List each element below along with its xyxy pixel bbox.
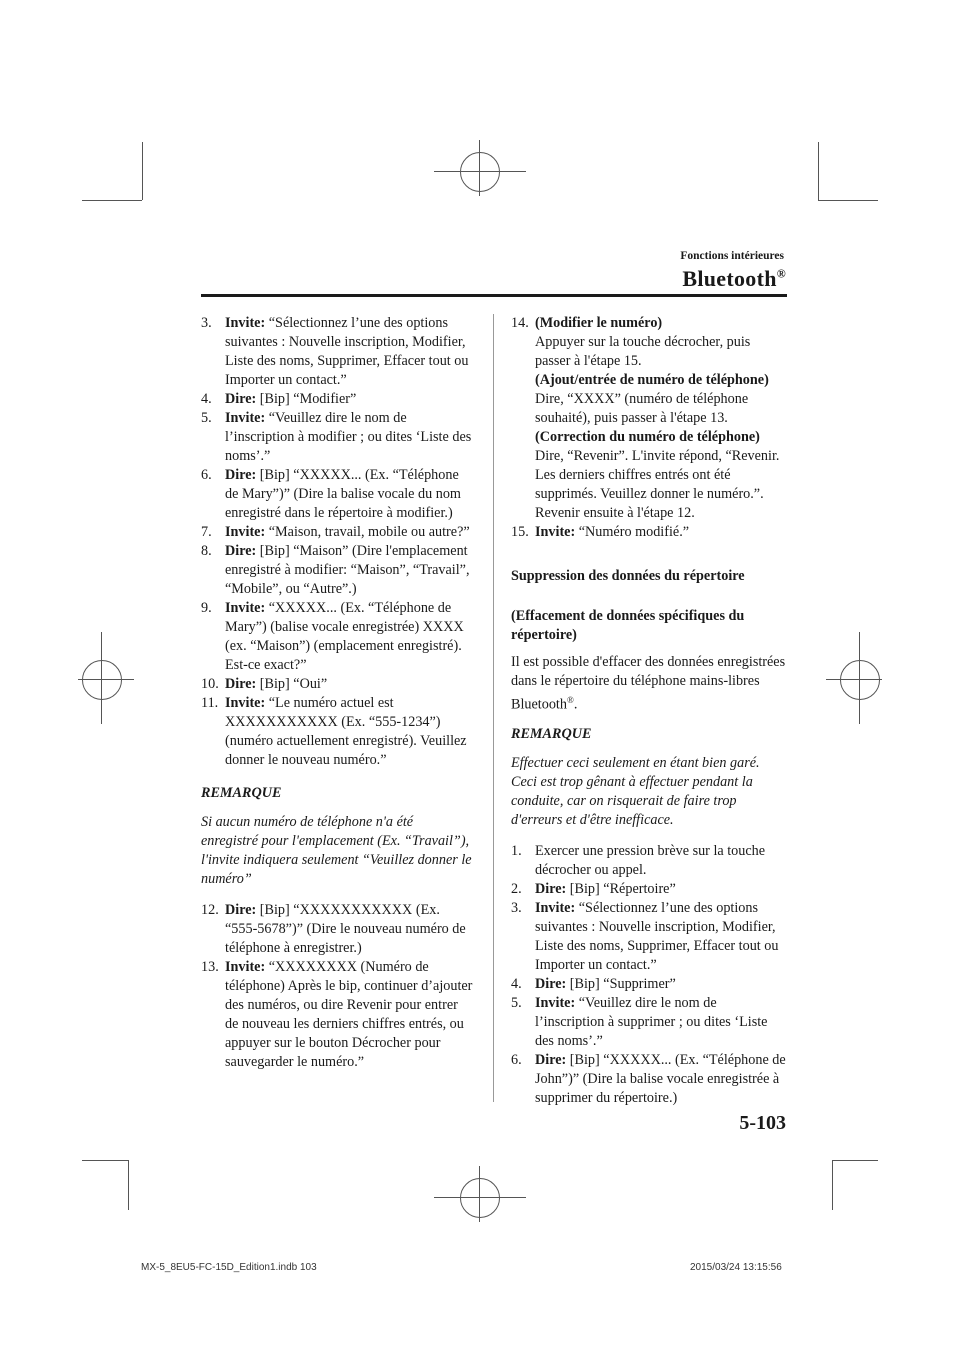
item-number: 5. [511, 994, 522, 1011]
note-title: REMARQUE [201, 785, 282, 801]
item-label: Invite: [225, 524, 266, 540]
item-label: Dire: [225, 543, 257, 559]
item-number: 12. [201, 902, 219, 918]
column-divider [493, 314, 494, 1102]
item-text: Exercer une pression brève sur la touche décrocher ou appel. [535, 842, 766, 878]
item-number: 4. [201, 391, 212, 407]
item-number: 6. [511, 1051, 522, 1068]
item-label: Invite: [535, 524, 576, 540]
item-text: [Bip] “Répertoire” [566, 880, 676, 897]
list-item [201, 390, 473, 409]
item-text: “XXXXX... (Ex. “Téléphone de Mary”) (balise vocale enregistrée) XXXX (ex. “Maison”) (emplacement enregistré). Est-ce exact?” [225, 600, 464, 673]
item-number: 7. [201, 524, 212, 540]
item-text: Dire, “Revenir”. L'invite répond, “Revenir. Les derniers chiffres entrés ont été supprimés. Veuillez donner le numéro.”. Revenir ensuite à l'étape 12. [535, 448, 780, 521]
item-number: 8. [201, 543, 212, 559]
section-heading: Suppression des données du répertoire [511, 568, 745, 584]
item-label: Dire: [225, 391, 257, 407]
list-item [511, 975, 787, 994]
item-number: 9. [201, 600, 212, 616]
item-text: “XXXXXXXX (Numéro de téléphone) Après le bip, continuer d’ajouter des numéros, ou dire Revenir pour entrer de nouveau les derniers chiffres entrés, ou appuyer sur le bouton Décrocher pour sauvegarder le numéro.” [225, 959, 473, 1070]
item-text: “Le numéro actuel est XXXXXXXXXXX (Ex. “555-1234”) (numéro actuellement enregistré). Veuillez donner le nouveau numéro.” [225, 695, 467, 768]
list-item [201, 466, 473, 523]
list-item [511, 880, 787, 899]
list-item [201, 409, 473, 466]
item-number: 3. [201, 315, 212, 331]
paragraph-end: . [573, 696, 578, 713]
list-item [511, 314, 787, 523]
item-number: 13. [201, 959, 219, 975]
item-label: Invite: [225, 410, 266, 426]
page-title [682, 266, 786, 292]
item-label: Dire: [225, 902, 257, 918]
registered-mark: ® [566, 695, 574, 705]
list-item [511, 899, 787, 975]
item-label: Dire: [535, 1051, 567, 1068]
item-label: Dire: [535, 880, 567, 897]
item-number: 15. [511, 524, 529, 540]
list-item [201, 542, 473, 599]
page-title-text: Bluetooth [682, 266, 777, 291]
item-text: “Maison, travail, mobile ou autre?” [265, 524, 470, 540]
item-text: “Sélectionnez l’une des options suivantes : Nouvelle inscription, Modifier, Liste des noms, Supprimer, Effacer tout ou Importer un contact.” [225, 315, 469, 388]
item-number: 14. [511, 315, 529, 331]
item-subheading: (Ajout/entrée de numéro de téléphone) [535, 372, 769, 388]
note-text: Effectuer ceci seulement en étant bien garé. Ceci est trop gênant à effectuer pendant la conduite, car on risquerait de faire trop d'erreurs et d'être inefficace. [511, 754, 760, 828]
item-number: 4. [511, 975, 522, 992]
item-text: [Bip] “Supprimer” [566, 975, 676, 992]
item-text: Dire, “XXXX” (numéro de téléphone souhaité), puis passer à l'étape 13. [535, 391, 749, 426]
item-text: “Numéro modifié.” [575, 524, 690, 540]
item-label: Invite: [535, 899, 576, 916]
item-label: Invite: [535, 994, 576, 1011]
registered-mark: ® [776, 266, 786, 281]
item-label: Dire: [535, 975, 567, 992]
list-item [511, 994, 787, 1051]
page-number: 5-103 [739, 1112, 786, 1134]
item-number: 11. [201, 695, 219, 711]
subsection-heading: (Effacement de données spécifiques du répertoire) [511, 608, 745, 643]
right-column [511, 314, 787, 1108]
item-text: “Veuillez dire le nom de l’inscription à modifier ; ou dites ‘Liste des noms’.” [225, 410, 472, 464]
item-subheading: (Modifier le numéro) [535, 315, 663, 331]
item-number: 10. [201, 676, 219, 692]
footer-file-info: MX-5_8EU5-FC-15D_Edition1.indb 103 [141, 1262, 317, 1273]
list-item [201, 314, 473, 390]
item-text: [Bip] “XXXXXXXXXXX (Ex. “555-5678”)” (Dire le nouveau numéro de téléphone à enregistrer.) [225, 902, 466, 956]
item-number: 6. [201, 467, 212, 483]
list-item [511, 1051, 787, 1108]
list-item [511, 523, 787, 542]
footer-timestamp: 2015/03/24 13:15:56 [690, 1262, 782, 1273]
item-text: [Bip] “XXXXX... (Ex. “Téléphone de John”)” (Dire la balise vocale enregistrée à supprimer du répertoire.) [535, 1051, 786, 1106]
item-number: 5. [201, 410, 212, 426]
list-item [511, 842, 787, 880]
header-rule [201, 294, 787, 297]
item-text: [Bip] “Oui” [256, 676, 328, 692]
note-title: REMARQUE [511, 725, 592, 742]
list-item [201, 958, 473, 1072]
item-label: Invite: [225, 600, 266, 616]
item-label: Invite: [225, 695, 266, 711]
item-text: [Bip] “Maison” (Dire l'emplacement enregistré à modifier: “Maison”, “Travail”, “Mobile”, ou “Autre”.) [225, 543, 470, 597]
item-text: “Sélectionnez l’une des options suivantes : Nouvelle inscription, Modifier, Liste des noms, Supprimer, Effacer tout ou Importer un contact.” [535, 899, 779, 973]
list-item [201, 675, 473, 694]
item-text: Appuyer sur la touche décrocher, puis passer à l'étape 15. [535, 334, 751, 369]
item-text: “Veuillez dire le nom de l’inscription à supprimer ; ou dites ‘Liste des noms’.” [535, 994, 768, 1049]
left-column [201, 314, 473, 1072]
list-item [201, 694, 473, 770]
item-label: Dire: [225, 467, 257, 483]
item-text: [Bip] “Modifier” [256, 391, 357, 407]
section-label: Fonctions intérieures [680, 250, 784, 262]
list-item [201, 523, 473, 542]
item-text: [Bip] “XXXXX... (Ex. “Téléphone de Mary”)” (Dire la balise vocale du nom enregistré dans le répertoire à modifier.) [225, 467, 461, 521]
list-item [201, 901, 473, 958]
item-subheading: (Correction du numéro de téléphone) [535, 429, 760, 445]
list-item [201, 599, 473, 675]
note-text: Si aucun numéro de téléphone n'a été enregistré pour l'emplacement (Ex. “Travail”), l'invite indiquera seulement “Veuillez donner le numéro” [201, 814, 472, 887]
item-number: 3. [511, 899, 522, 916]
paragraph-text: Il est possible d'effacer des données enregistrées dans le répertoire du téléphone mains-libres Bluetooth [511, 654, 786, 713]
item-label: Invite: [225, 315, 266, 331]
item-number: 2. [511, 880, 522, 897]
item-label: Dire: [225, 676, 257, 692]
item-label: Invite: [225, 959, 266, 975]
paragraph [511, 653, 787, 715]
item-number: 1. [511, 842, 522, 859]
